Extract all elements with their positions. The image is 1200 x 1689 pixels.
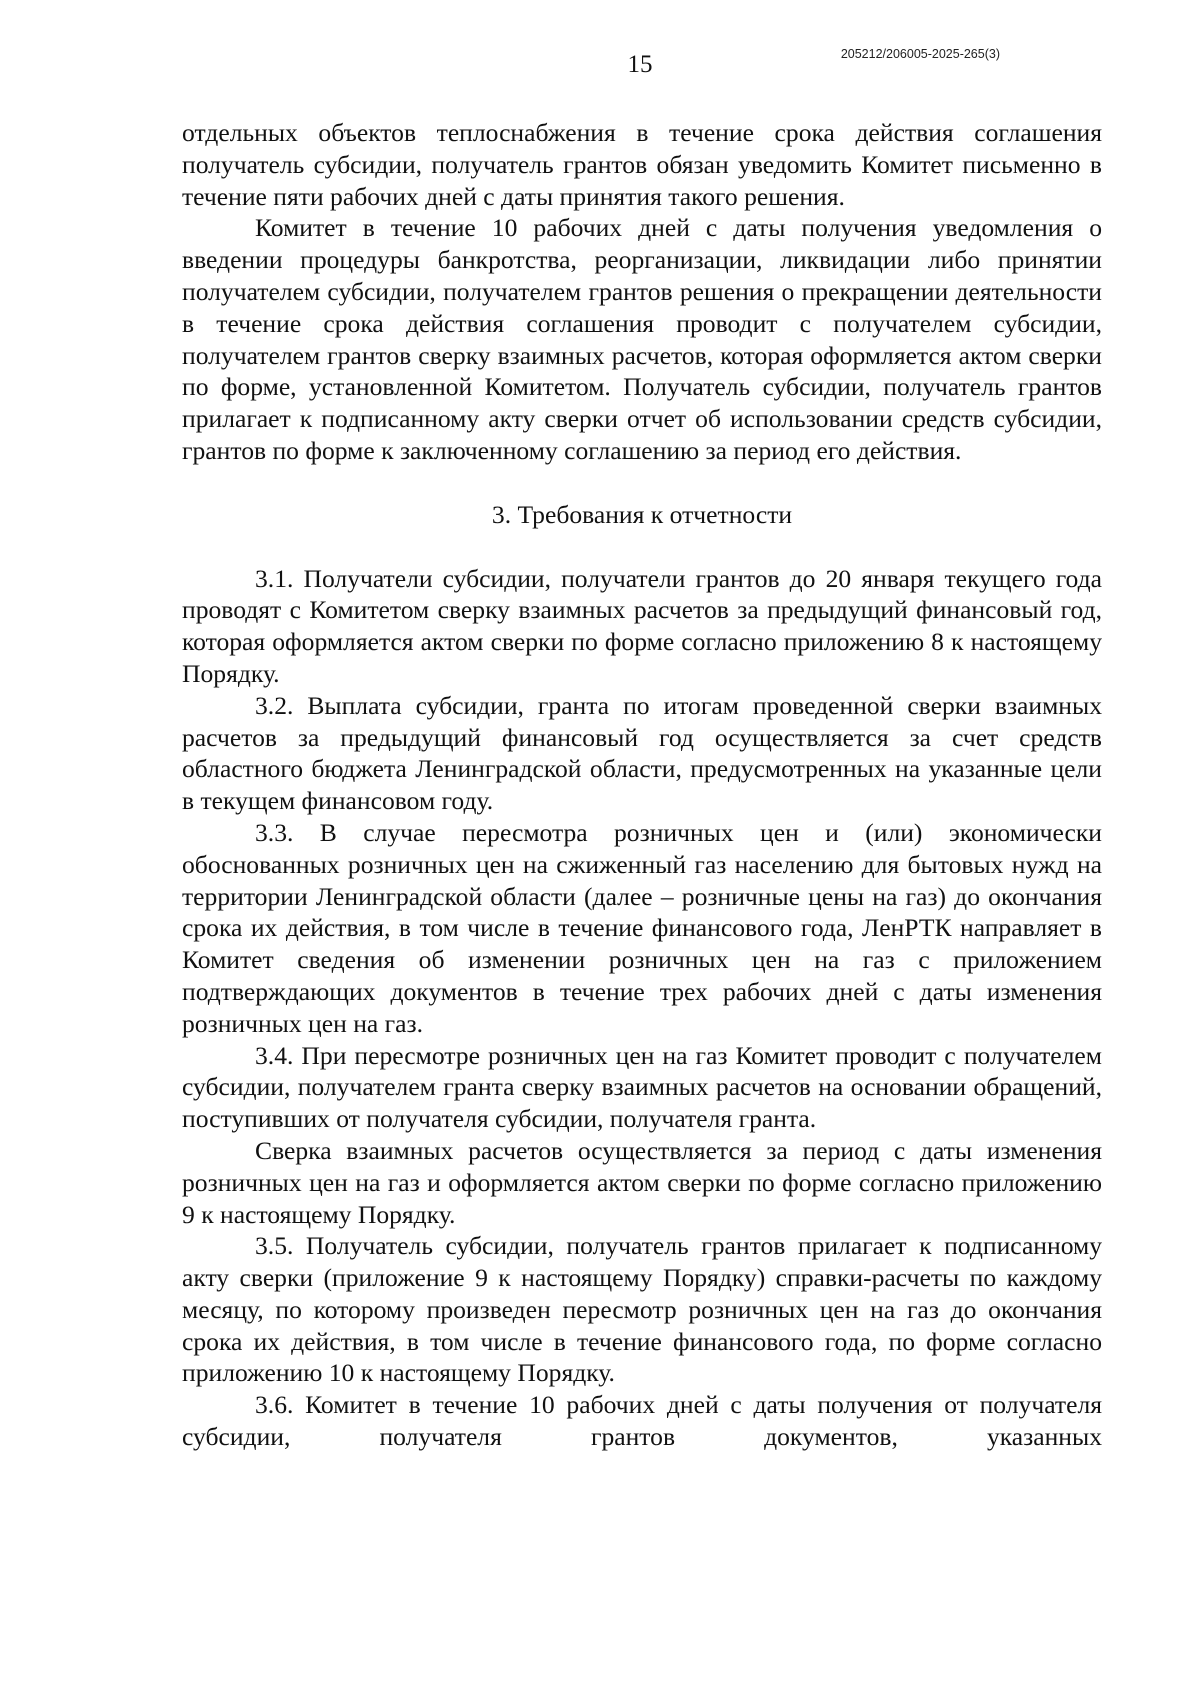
paragraph-3-4: 3.4. При пересмотре розничных цен на газ Комитет проводит с получателем субсидии, получателем гранта сверку взаимных расчетов на основании обращений, поступивших от получателя субсидии, получателя гранта. — [182, 1040, 1102, 1134]
paragraph-3-1: 3.1. Получатели субсидии, получатели грантов до 20 января текущего года проводят с Комитетом сверку взаимных расчетов за предыдущий финансовый год, которая оформляется актом сверки по форме согласно приложению 8 к настоящему Порядку. — [182, 563, 1102, 688]
paragraph-committee-reconciliation: Комитет в течение 10 рабочих дней с даты получения уведомления о введении процедуры банкротства, реорганизации, ликвидации либо принятии получателем субсидии, получателем грантов решения о прекращении деятельности в течение срока действия соглашения проводит с получателем субсидии, получателем грантов сверку взаимных расчетов, которая оформляется актом сверки по форме, установленной Комитетом. Получатель субсидии, получатель грантов прилагает к подписанному акту сверки отчет об использовании средств субсидии, грантов по форме к заключенному соглашению за период его действия. — [182, 213, 1102, 465]
paragraph-3-6: 3.6. Комитет в течение 10 рабочих дней с даты получения от получателя субсидии, получателя грантов документов, указанных — [182, 1390, 1102, 1452]
section-heading: 3. Требования к отчетности — [491, 499, 793, 529]
paragraph-3-3: 3.3. В случае пересмотра розничных цен и (или) экономически обоснованных розничных цен на сжиженный газ населению для бытовых нужд на территории Ленинградской области (далее – розничные цены на газ) до окончания срока их действия, в том числе в течение финансового года, ЛенРТК направляет в Комитет сведения об изменении розничных цен на газ с приложением подтверждающих документов в течение трех рабочих дней с даты изменения розничных цен на газ. — [182, 817, 1102, 1038]
paragraph-3-5: 3.5. Получатель субсидии, получатель грантов прилагает к подписанному акту сверки (приложение 9 к настоящему Порядку) справки-расчеты по каждому месяцу, по которому произведен пересмотр розничных цен на газ до окончания срока их действия, в том числе в течение финансового года, по форме согласно приложению 10 к настоящему Порядку. — [182, 1231, 1102, 1388]
page-number: 15 — [627, 51, 653, 78]
paragraph-3-2: 3.2. Выплата субсидии, гранта по итогам проведенной сверки взаимных расчетов за предыдущий финансовый год осуществляется за счет средств областного бюджета Ленинградской области, предусмотренных на указанные цели в текущем финансовом году. — [182, 690, 1102, 816]
paragraph-continuation: отдельных объектов теплоснабжения в течение срока действия соглашения получатель субсидии, получатель грантов обязан уведомить Комитет письменно в течение пяти рабочих дней с даты принятия такого решения. — [182, 118, 1102, 211]
document-id: 205212/206005-2025-265(3) — [840, 47, 1000, 61]
document-body — [182, 117, 1102, 1453]
paragraph-3-4-reconciliation: Сверка взаимных расчетов осуществляется за период с даты изменения розничных цен на газ и оформляется актом сверки по форме согласно приложению 9 к настоящему Порядку. — [182, 1135, 1102, 1229]
